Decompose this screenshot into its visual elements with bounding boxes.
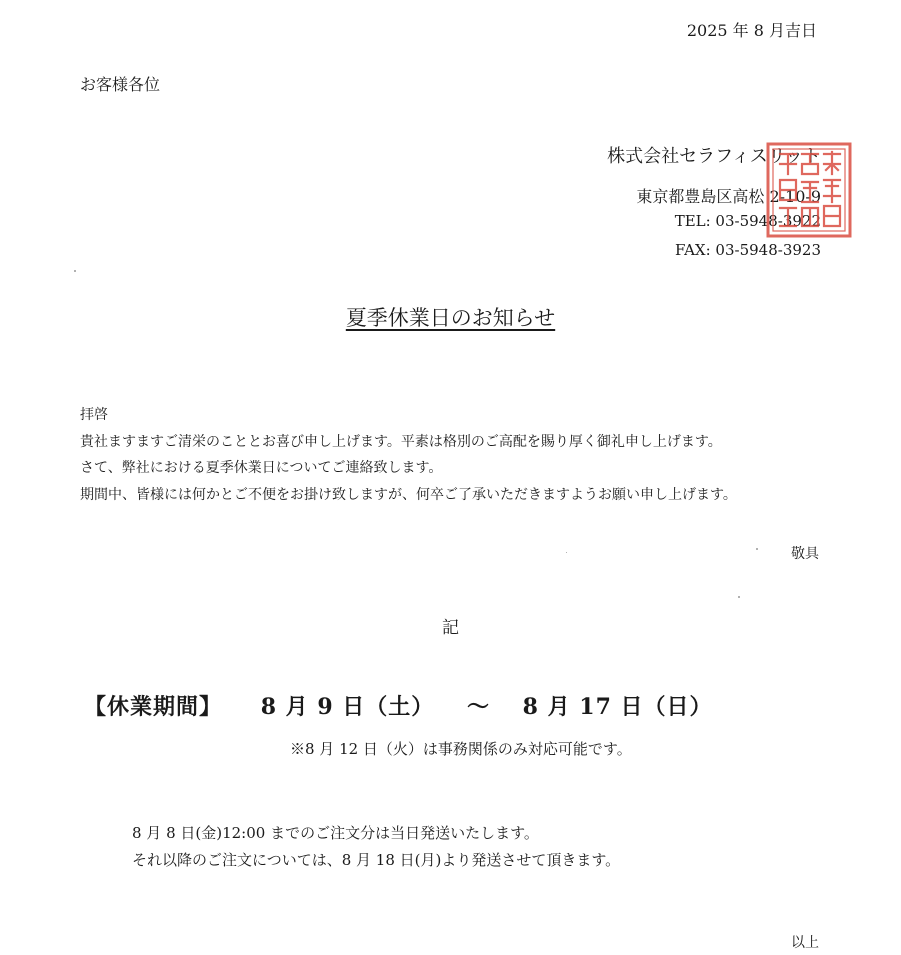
holiday-period <box>84 690 713 721</box>
scan-speck <box>74 270 76 272</box>
company-seal-stamp <box>764 140 854 240</box>
shipping-info <box>132 820 620 874</box>
body-line: 期間中、皆様には何かとご不便をお掛け致しますが、何卒ご了承いただきますようお願い申し上げます。 <box>80 486 737 503</box>
sender-fax: FAX: 03-5948-3923 <box>674 241 821 259</box>
sender-tel: TEL: 03-5948-3922 <box>674 212 821 230</box>
holiday-start-date: 8 月 9 日（土） <box>260 694 435 720</box>
body-line: さて、弊社における夏季休業日についてご連絡致します。 <box>80 460 443 476</box>
issue-date: 2025 年 8 月吉日 <box>686 21 817 40</box>
scan-speck <box>738 596 740 598</box>
notice-title: 夏季休業日のお知らせ <box>345 306 556 330</box>
scan-speck <box>756 548 758 550</box>
shipping-line: 8 月 8 日(金)12:00 までのご注文分は当日発送いたします。 <box>132 824 539 842</box>
holiday-range-tilde: ～ <box>466 694 490 720</box>
recipient: お客様各位 <box>80 75 161 94</box>
letter-body <box>80 402 737 508</box>
holiday-end-date: 8 月 17 日（日） <box>522 694 713 720</box>
sender-address: 東京都豊島区高松 2-10-9 <box>636 187 821 206</box>
holiday-note: ※8 月 12 日（火）は事務関係のみ対応可能です。 <box>290 740 632 758</box>
holiday-period-label: 【休業期間】 <box>84 694 223 720</box>
shipping-line: それ以降のご注文については、8 月 18 日(月)より発送させて頂きます。 <box>132 851 621 869</box>
scan-speck <box>566 552 567 553</box>
salutation: 拝啓 <box>80 407 108 423</box>
end-mark: 以上 <box>791 935 819 951</box>
body-line: 貴社ますますご清栄のこととお喜び申し上げます。平素は格別のご高配を賜り厚く御礼申し上げます。 <box>80 433 722 450</box>
sender-company: 株式会社セラフィスリット <box>607 146 821 167</box>
ki-heading: 記 <box>442 618 459 638</box>
closing-keigu: 敬具 <box>791 546 819 562</box>
